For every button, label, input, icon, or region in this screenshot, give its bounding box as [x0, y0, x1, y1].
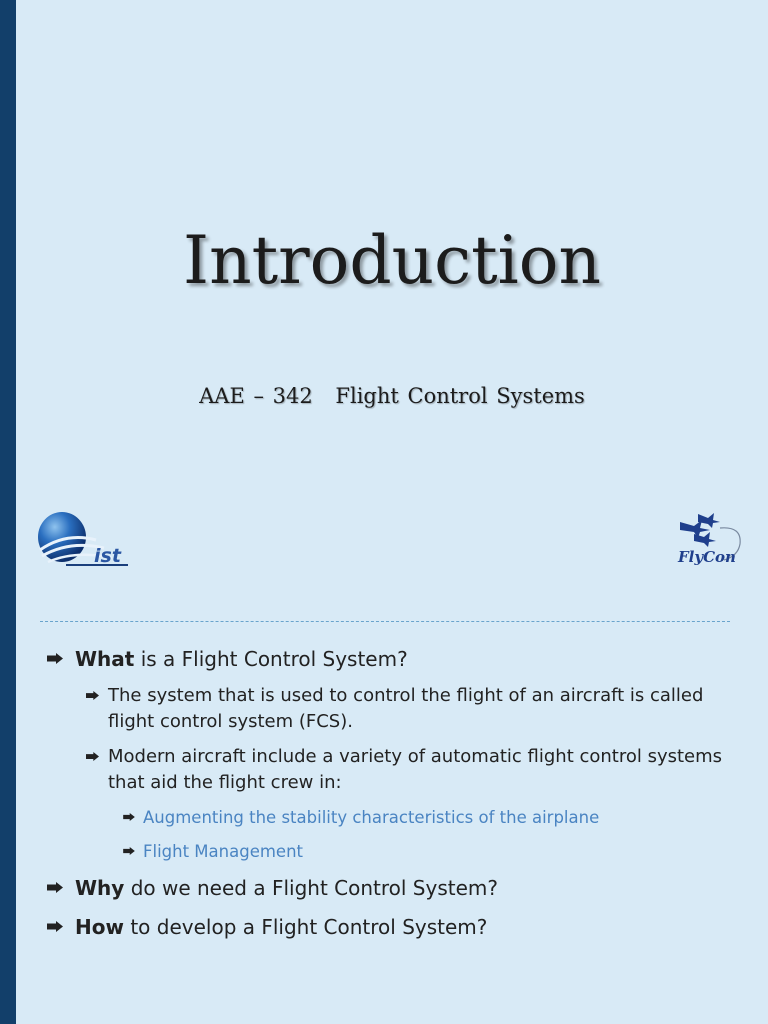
sub-sub-bullet-stability-text: Augmenting the stability characteristics of the airplane — [143, 808, 600, 827]
sub-sub-bullet-flight-management — [143, 840, 703, 864]
arrow-bullet-icon — [47, 653, 63, 664]
arrow-bullet-icon — [86, 752, 99, 761]
arrow-bullet-icon — [123, 813, 135, 821]
ist-logo-text: ist — [94, 545, 121, 567]
arrow-bullet-icon — [123, 847, 135, 855]
bullet-what — [75, 645, 735, 674]
bullet-why-keyword: Why — [75, 876, 125, 900]
bullet-how-keyword: How — [75, 915, 124, 939]
sub-bullet-modern-aircraft — [108, 744, 728, 796]
bullet-how-text: to develop a Flight Control System? — [123, 915, 488, 939]
bullet-why — [75, 874, 735, 903]
flycon-jets-logo — [672, 512, 744, 568]
bullet-how — [75, 913, 735, 942]
sub-bullet-definition-text: The system that is used to control the flight of an aircraft is called flight control system (FCS). — [108, 685, 704, 733]
sub-sub-bullet-flight-management-text: Flight Management — [143, 842, 303, 861]
arrow-bullet-icon — [47, 882, 63, 893]
sub-sub-bullet-stability — [143, 806, 703, 830]
bullet-what-text: is a Flight Control System? — [134, 647, 408, 671]
divider-line — [40, 621, 730, 622]
ist-globe-logo — [36, 510, 132, 568]
flycon-logo-text: FlyCon — [678, 548, 736, 566]
arrow-bullet-icon — [47, 921, 63, 932]
arrow-bullet-icon — [86, 691, 99, 700]
slide-subtitle — [16, 384, 768, 408]
course-code: AAE – 342 — [199, 384, 313, 408]
sub-bullet-definition — [108, 683, 728, 735]
bullet-what-keyword: What — [75, 647, 135, 671]
bullet-why-text: do we need a Flight Control System? — [124, 876, 498, 900]
slide-title: Introduction — [183, 222, 601, 299]
left-accent-bar — [0, 0, 16, 1024]
sub-bullet-modern-aircraft-text: Modern aircraft include a variety of automatic flight control systems that aid the flight crew in: — [108, 746, 723, 794]
course-name: Flight Control Systems — [335, 384, 585, 408]
